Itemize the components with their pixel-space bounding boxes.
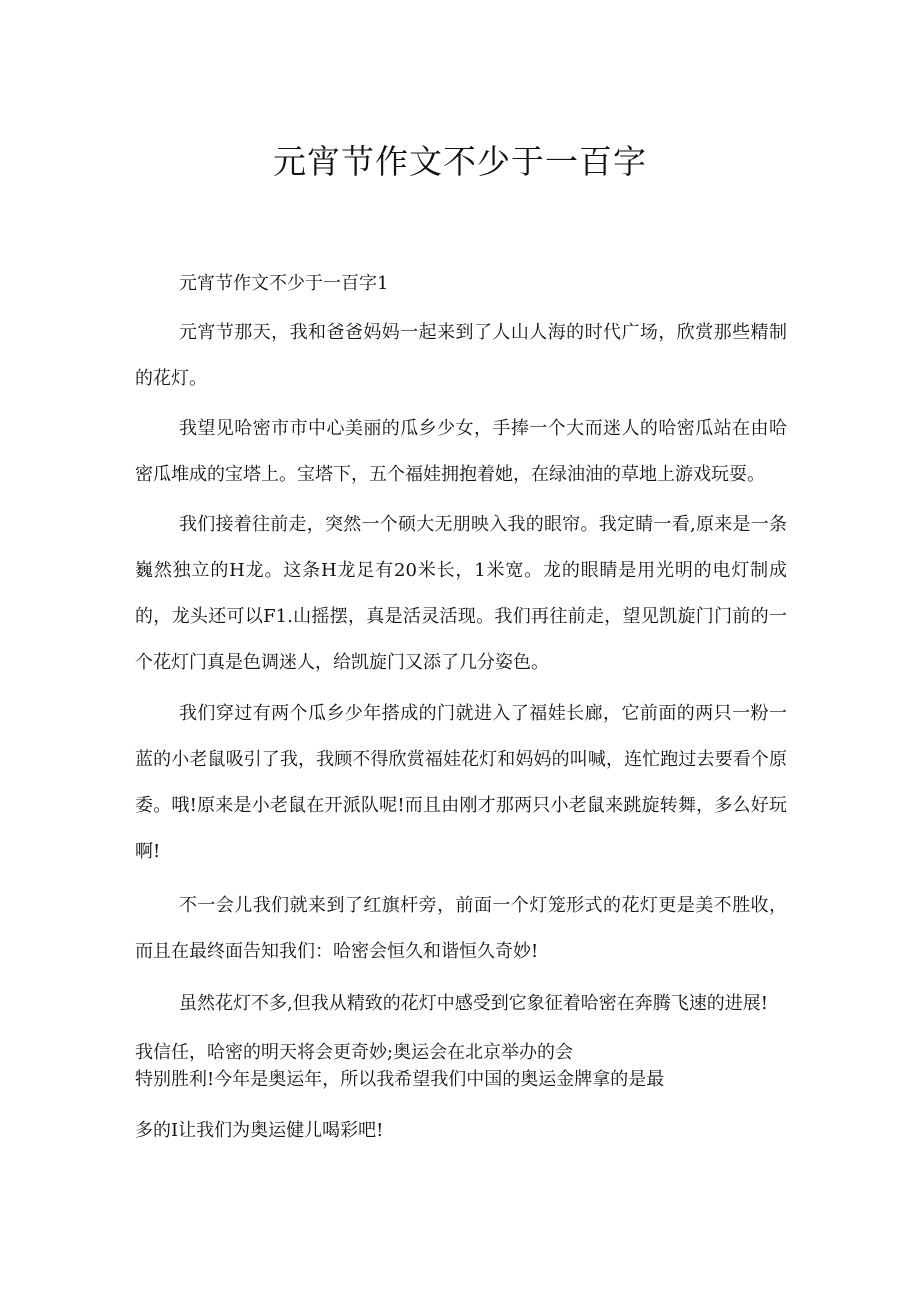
paragraph-3: 我们接着往前走，突然一个硕大无朋映入我的眼帘。我定睛一看,原来是一条巍然独立的H龙。这条H龙足有20米长，1米宽。龙的眼睛是用光明的电灯制成的，龙头还可以F1.山摇摆，真是活灵活现。我们再往前走，望见凯旋门门前的一个花灯门真是色调迷人，给凯旋门又添了几分姿色。 xyxy=(135,514,787,673)
closing-line-1: 虽然花灯不多,但我从精致的花灯中感受到它象征着哈密在奔腾飞速的进展! xyxy=(179,993,768,1014)
closing-line-3: 特别胜利!今年是奥运年，所以我希望我们中国的奥运金牌拿的是最 xyxy=(135,1069,665,1090)
paragraph-2: 我望见哈密市市中心美丽的瓜乡少女，手捧一个大而迷人的哈密瓜站在由哈密瓜堆成的宝塔上。宝塔下，五个福娃拥抱着她，在绿油油的草地上游戏玩耍。 xyxy=(135,418,787,485)
document-title: 元宵节作文不少于一百字 xyxy=(273,142,647,181)
paragraph-4: 我们穿过有两个瓜乡少年搭成的门就进入了福娃长廊，它前面的两只一粉一蓝的小老鼠吸引了我，我顾不得欣赏福娃花灯和妈妈的叫喊，连忙跑过去要看个原委。哦!原来是小老鼠在开派队呢!而且由刚才那两只小老鼠来跳旋转舞，多么好玩啊! xyxy=(135,703,787,862)
paragraph-5: 不一会儿我们就来到了红旗杆旁，前面一个灯笼形式的花灯更是美不胜收，而且在最终面告知我们：哈密会恒久和谐恒久奇妙! xyxy=(135,895,787,962)
paragraph-1: 元宵节那天，我和爸爸妈妈一起来到了人山人海的时代广场，欣赏那些精制的花灯。 xyxy=(135,322,787,389)
closing-line-2: 我信任，哈密的明天将会更奇妙;奥运会在北京举办的会 xyxy=(135,1042,574,1063)
closing-line-4: 多的I让我们为奥运健儿喝彩吧! xyxy=(135,1120,384,1141)
document-subtitle: 元宵节作文不少于一百字1 xyxy=(179,273,389,294)
